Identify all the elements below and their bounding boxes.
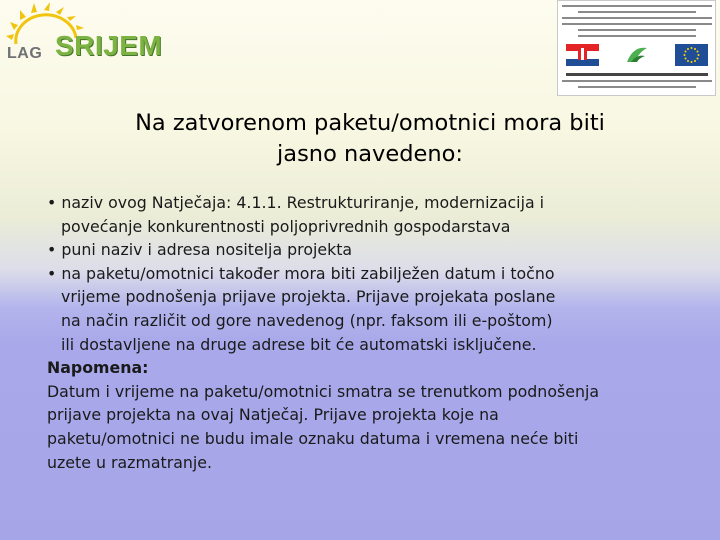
sponsor-box <box>557 0 716 96</box>
note-heading: Napomena: <box>47 358 149 378</box>
slide-title-line-2: jasno navedeno: <box>277 141 463 167</box>
bullet-line: na način različit od gore navedenog (npr. faksom ili e-poštom) <box>61 310 553 330</box>
sponsor-fine-print <box>562 17 712 19</box>
sponsor-fine-print <box>578 11 696 13</box>
note-line: paketu/omotnici ne budu imale oznaku datuma i vremena neće biti <box>47 428 579 448</box>
sponsor-program-line <box>566 73 708 76</box>
leader-logo-icon <box>623 44 651 66</box>
logo-lag-text: LAG <box>7 45 43 62</box>
bullet-line: vrijeme podnošenja prijave projekta. Prijave projekata poslane <box>61 287 556 307</box>
bullet-line: povećanje konkurentnosti poljoprivrednih gospodarstava <box>61 216 511 236</box>
note-line: Datum i vrijeme na paketu/omotnici smatra se trenutkom podnošenja <box>47 381 600 401</box>
note-line: prijave projekta na ovaj Natječaj. Prijave projekta koje na <box>47 405 499 425</box>
croatia-flag-icon <box>566 44 599 66</box>
sponsor-fine-print <box>578 29 696 31</box>
lag-srijem-logo <box>0 0 162 78</box>
bullet-line: ili dostavljene na druge adrese bit će automatski isključene. <box>61 334 537 354</box>
note-line: uzete u razmatranje. <box>47 452 213 472</box>
sponsor-fine-print <box>578 86 696 88</box>
bullet-line: • puni naziv i adresa nositelja projekta <box>47 240 353 260</box>
eu-flag-icon <box>675 44 708 66</box>
slide-title-line-1: Na zatvorenom paketu/omotnici mora biti <box>135 110 605 136</box>
sponsor-fine-print <box>562 5 712 7</box>
bullet-line: • na paketu/omotnici također mora biti zabilježen datum i točno <box>47 263 555 283</box>
sponsor-fine-print <box>562 23 712 25</box>
slide-title <box>60 108 680 170</box>
sponsor-fine-print <box>578 35 696 37</box>
bullet-line: • naziv ovog Natječaja: 4.1.1. Restrukturiranje, modernizacija i <box>47 193 545 212</box>
sponsor-fine-print <box>562 80 712 82</box>
slide-body <box>47 191 707 474</box>
logo-srijem-text: SRIJEM <box>55 30 163 61</box>
